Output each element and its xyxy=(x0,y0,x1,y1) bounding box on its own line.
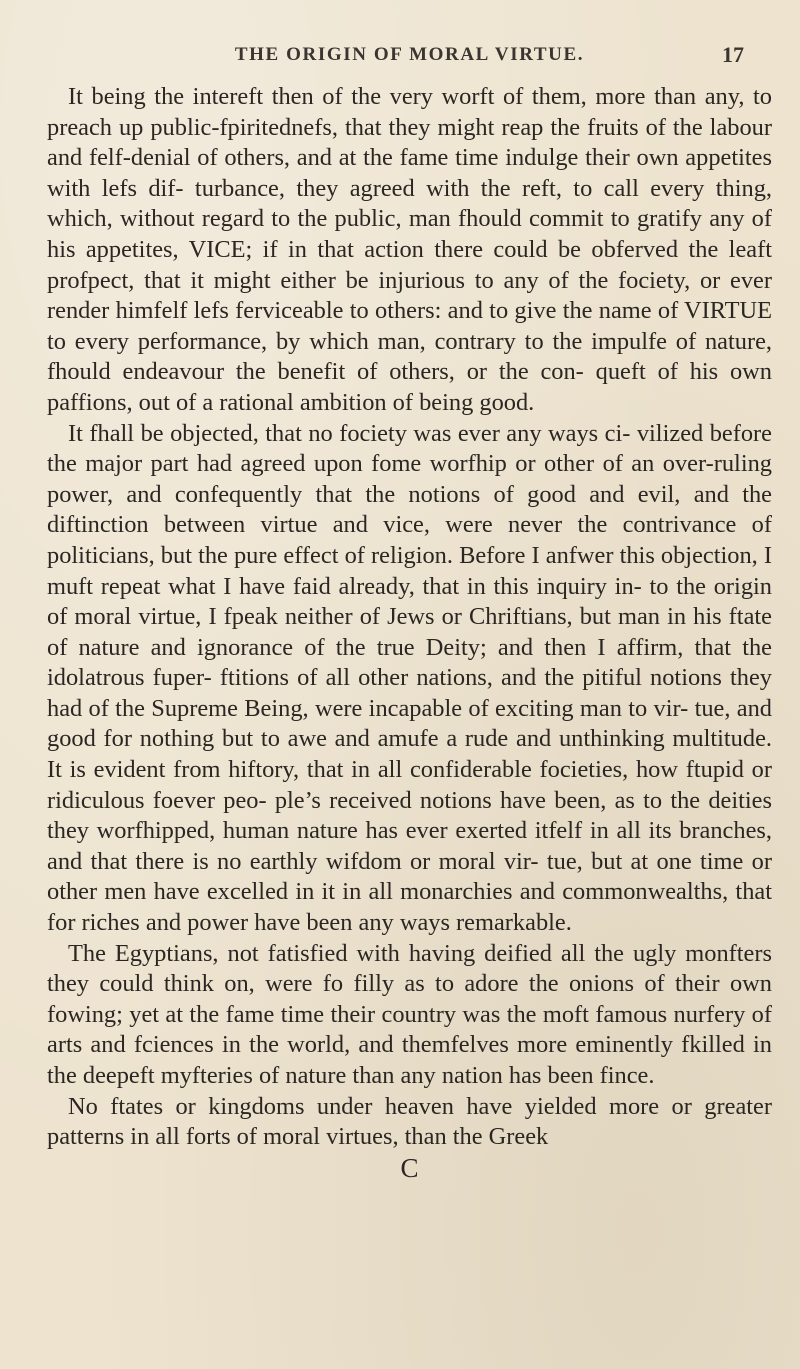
running-head-title: THE ORIGIN OF MORAL VIRTUE. xyxy=(234,44,585,65)
paragraph: It fhall be objected, that no fociety was ever any ways ci- vilized before the major part had agreed upon fome worfhip or other of an over-ruling power, and confequently that the notions of good and evil, and the diftinction between virtue and vice, were never the contrivance of politicians, but the pure effect of religion. Before I anfwer this objection, I muft repeat what I have faid already, that in this inquiry in- to the origin of moral virtue, I fpeak neither of Jews or Chriftians, but man in his ftate of nature and ignorance of the true Deity; and then I affirm, that the idolatrous fuper- ftitions of all other nations, and the pitiful notions they had of the Supreme Being, were incapable of exciting man to vir- tue, and good for nothing but to awe and amufe a rude and unthinking multitude. It is evident from hiftory, that in all confiderable focieties, how ftupid or ridiculous foever peo- ple’s received notions have been, as to the deities they worfhipped, human nature has ever exerted itfelf in all its branches, and that there is no earthly wifdom or moral vir- tue, but at one time or other men have excelled in it in all monarchies and commonwealths, that for riches and power have been any ways remarkable. xyxy=(47,419,772,937)
paragraph: No ftates or kingdoms under heaven have yielded more or greater patterns in all forts of moral virtues, than the Greek xyxy=(47,1092,772,1151)
paragraph: It being the intereft then of the very worft of them, more than any, to preach up public-fpiritednefs, that they might reap the fruits of the labour and felf-denial of others, and at the fame time indulge their own appetites with lefs dif- turbance, they agreed with the reft, to call every thing, which, without regard to the public, man fhould commit to gratify any of his appetites, VICE; if in that action there could be obferved the leaft profpect, that it might either be injurious to any of the fociety, or ever render himfelf lefs ferviceable to others: and to give the name of VIRTUE to every performance, by which man, contrary to the impulfe of nature, fhould endeavour the benefit of others, or the con- queft of his own paffions, out of a rational ambition of being good. xyxy=(47,83,772,416)
signature-mark: C xyxy=(400,1152,419,1183)
paragraph: The Egyptians, not fatisfied with having deified all the ugly monfters they could think on, were fo filly as to adore the onions of their own fowing; yet at the fame time their country was the moft famous nurfery of arts and fciences in the world, and themfelves more eminently fkilled in the deepeft myfteries of nature than any nation has been fince. xyxy=(47,939,772,1089)
running-head xyxy=(47,0,772,67)
body-text xyxy=(47,82,772,1153)
page-number: 17 xyxy=(722,42,744,67)
